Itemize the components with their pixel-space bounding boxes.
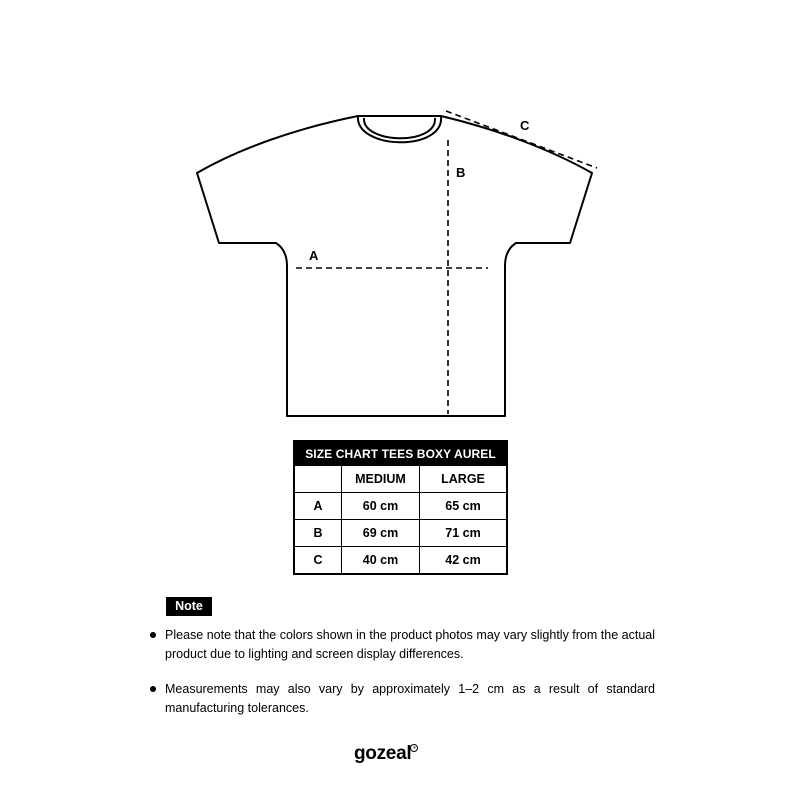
size-chart-header-row <box>295 466 506 493</box>
measure-label-b: B <box>456 165 466 180</box>
tshirt-body-outline <box>197 116 592 416</box>
medium-value: 60 cm <box>342 493 420 520</box>
large-value: 65 cm <box>420 493 507 520</box>
header-cell-large: LARGE <box>420 466 507 493</box>
measure-label-c: C <box>520 118 530 133</box>
large-value: 71 cm <box>420 520 507 547</box>
row-label: A <box>295 493 342 520</box>
size-chart <box>293 440 508 575</box>
table-row <box>295 547 506 574</box>
large-value: 42 cm <box>420 547 507 574</box>
note-badge: Note <box>166 597 212 616</box>
size-chart-table <box>295 466 506 573</box>
bullet-dot-icon <box>150 686 156 692</box>
header-cell-empty <box>295 466 342 493</box>
list-item <box>150 626 655 664</box>
medium-value: 40 cm <box>342 547 420 574</box>
registered-trademark-icon: ® <box>410 744 418 752</box>
medium-value: 69 cm <box>342 520 420 547</box>
list-item <box>150 680 655 718</box>
brand-logo-text: gozeal <box>354 743 412 764</box>
row-label: B <box>295 520 342 547</box>
header-cell-medium: MEDIUM <box>342 466 420 493</box>
measure-label-a: A <box>309 248 319 263</box>
note-text: Please note that the colors shown in the product photos may vary slightly from the actual product due to lighting and screen display differences. <box>165 628 655 661</box>
bullet-dot-icon <box>150 632 156 638</box>
size-chart-title: SIZE CHART TEES BOXY AUREL <box>295 442 506 466</box>
table-row <box>295 493 506 520</box>
note-text: Measurements may also vary by approximately 1–2 cm as a result of standard manufacturing tolerances. <box>165 682 655 715</box>
table-row <box>295 520 506 547</box>
brand-logo <box>354 742 416 766</box>
row-label: C <box>295 547 342 574</box>
collar-inner <box>364 118 435 138</box>
